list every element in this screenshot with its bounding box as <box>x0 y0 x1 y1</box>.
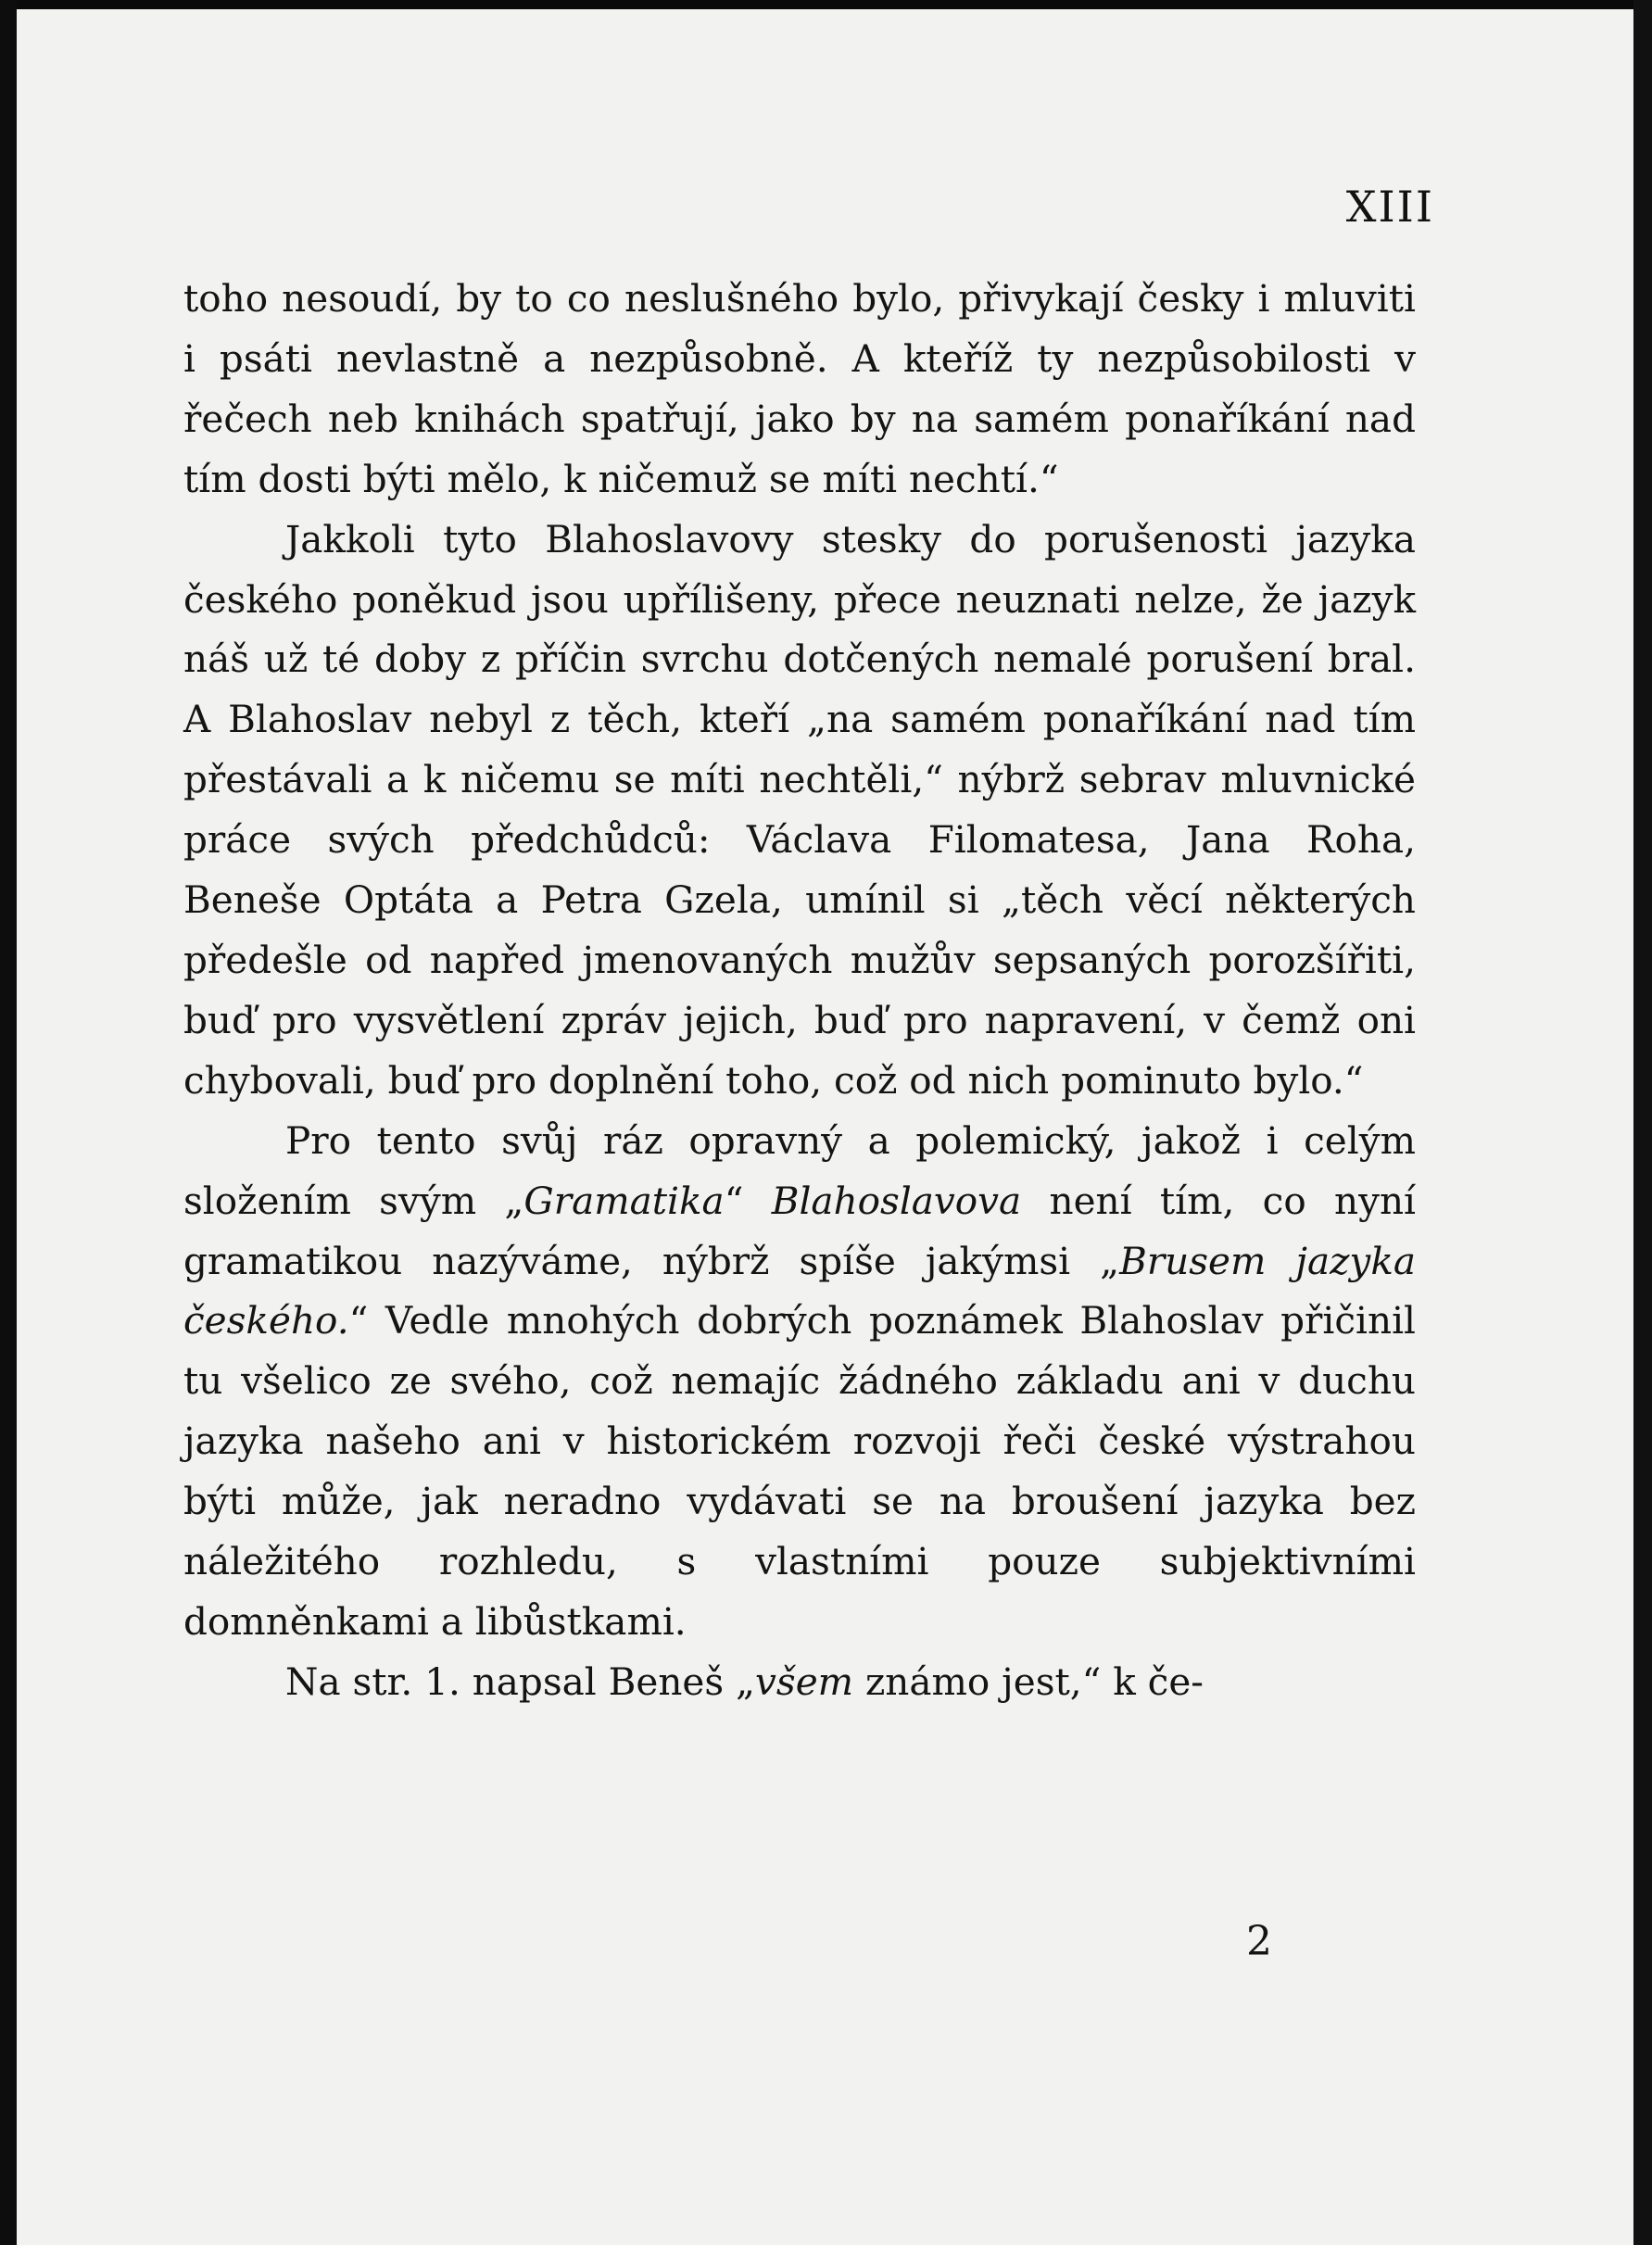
italic-text-run: všem <box>755 1659 854 1704</box>
text-run: “ Vedle mnohých dobrých poznámek Blahoslav přičinil tu všelico ze svého, což nemajíc žádného základu ani v duchu jazyka našeho ani v historickém rozvoji řeči české výstrahou býti může, jak neradno vydávati se na broušení jazyka bez náležitého rozhledu, s vlastními pouze subjektivními domněnkami a libůstkami. <box>183 1298 1416 1644</box>
paragraph <box>183 1111 1416 1652</box>
scan-right-edge <box>1633 0 1652 2245</box>
text-run: není tím, co nyní gramatikou nazýváme, nýbrž spíše jakýmsi „ <box>183 1178 1417 1283</box>
page-number: XIII <box>1345 182 1434 232</box>
body-text <box>183 269 1416 1712</box>
text-run: známo jest,“ k če- <box>853 1659 1204 1704</box>
italic-text-run: Gramatika <box>523 1178 725 1223</box>
paragraph <box>183 1652 1416 1712</box>
text-run: Pro tento svůj ráz opravný a polemický, jakož i celým složením svým „ <box>183 1117 1416 1223</box>
text-run: Jakkoli tyto Blahoslavovy stesky do porušenosti jazyka českého poněkud jsou upřílišeny, přece neuznati nelze, že jazyk náš už té doby z příčin svrchu dotčených nemalé porušení bral. A Blahoslav nebyl z těch, kteří „na samém ponaříkání nad tím přestávali a k ničemu se míti nechtěli,“ nýbrž sebrav mluvnické práce svých předchůdců: Václava Filomatesa, Jana Roha, Beneše Optáta a Petra Gzela, umínil si „těch věcí některých předešle od napřed jmenovaných mužův sepsaných porozšířiti, buď pro vysvětlení zpráv jejich, buď pro napravení, v čemž oni chybovali, buď pro doplnění toho, což od nich pominuto bylo.“ <box>183 516 1416 1103</box>
signature-mark: 2 <box>1246 1918 1272 1965</box>
scan-top-edge <box>0 0 1652 9</box>
paragraph <box>183 269 1416 510</box>
paragraph <box>183 510 1416 1111</box>
binding-edge <box>0 0 17 2245</box>
text-run: Na str. 1. napsal Beneš „ <box>285 1659 756 1704</box>
italic-text-run: Brusem jazyka českého. <box>183 1238 1417 1343</box>
italic-text-run: Blahoslavova <box>771 1178 1022 1223</box>
text-run: toho nesoudí, by to co neslušného bylo, přivykají česky i mluviti i psáti nevlastně a nezpůsobně. A kteříž ty nezpůsobilosti v řečech neb knihách spatřují, jako by na samém ponaříkání nad tím dosti býti mělo, k ničemuž se míti nechtí.“ <box>183 276 1416 501</box>
text-run: “ <box>724 1178 772 1223</box>
